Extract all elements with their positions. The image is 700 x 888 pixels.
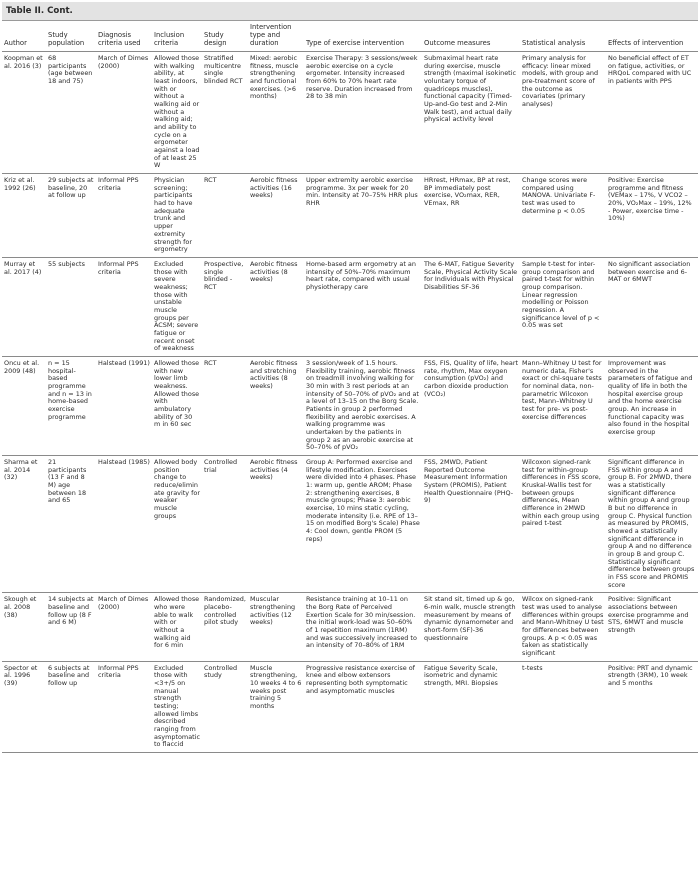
column-header-intervention: Intervention type and duration bbox=[248, 21, 304, 52]
design-cell: Prospective, single blinded - RCT bbox=[202, 257, 248, 356]
population-cell: 68 participants (age between 18 and 75) bbox=[46, 52, 96, 174]
population-cell: n = 15 hospital-based programme and n = 13 in home-based exercise programme bbox=[46, 356, 96, 455]
literature-table bbox=[2, 21, 698, 753]
population-cell: 14 subjects at baseline and follow up (8 F and 6 M) bbox=[46, 593, 96, 661]
author-cell: Murray et al. 2017 (4) bbox=[2, 257, 46, 356]
exercise-cell: Group A: Performed exercise and lifestyle modification. Exercises were divided into 4 phases. Phase 1: warm up, gentle AROM; Phase 2: strengthening exercises, 8 muscle groups; Phase 3: aerobic exercise, 10 mins static cycling, moderate intensity (i.e. RPE of 13–15 on modified Borg's Scale) Phase 4: Cool down, gentle PROM (5 reps) bbox=[304, 455, 422, 592]
table-row bbox=[2, 356, 698, 455]
exercise-cell: Home-based arm ergometry at an intensity of 50%–70% maximum heart rate, compared with usual physiotherapy care bbox=[304, 257, 422, 356]
table-row bbox=[2, 455, 698, 592]
column-header-diagnosis: Diagnosis criteria used bbox=[96, 21, 152, 52]
diagnosis-cell: Informal PPS criteria bbox=[96, 661, 152, 752]
population-cell: 6 subjects at baseline and follow up bbox=[46, 661, 96, 752]
table-row bbox=[2, 661, 698, 752]
effects-cell: Significant difference in FSS within group A and group B. For 2MWD, there was a statistically significant difference within group A and group B but no difference in group C. Physical function as measured by PROMIS, showed a statistically significant difference in group A and no difference in group B and group C. Statistically significant difference between groups in FSS score and PROMIS score bbox=[606, 455, 698, 592]
diagnosis-cell: Informal PPS criteria bbox=[96, 174, 152, 258]
exercise-cell: Progressive resistance exercise of knee and elbow extensors representing both symptomatic and asymptomatic muscles bbox=[304, 661, 422, 752]
column-header-exercise: Type of exercise intervention bbox=[304, 21, 422, 52]
author-cell: Skough et al. 2008 (38) bbox=[2, 593, 46, 661]
outcomes-cell: Submaximal heart rate during exercise, muscle strength (maximal isokinetic voluntary torque of quadriceps muscles), functional capacity (Timed-Up-and-Go test and 2-Min Walk test), and actual daily physical activity level bbox=[422, 52, 520, 174]
statistics-cell: Mann–Whitney U test for numeric data, Fisher's exact or chi-square tests for nominal data, non-parametric Wilcoxon test, Mann–Whitney U test for pre- vs post-exercise differences bbox=[520, 356, 606, 455]
author-cell: Spector et al. 1996 (39) bbox=[2, 661, 46, 752]
column-header-statistics: Statistical analysis bbox=[520, 21, 606, 52]
statistics-cell: Change scores were compared using MANOVA. Univariate F-test was used to determine p < 0.05 bbox=[520, 174, 606, 258]
column-header-inclusion: Inclusion criteria bbox=[152, 21, 202, 52]
effects-cell: No beneficial effect of ET on fatigue, activities, or HRQoL compared with UC in patients with PPS bbox=[606, 52, 698, 174]
outcomes-cell: FSS, FIS, Quality of life, heart rate, rhythm, Max oxygen consumption (pVO₂) and carbon dioxide production (VCO₂) bbox=[422, 356, 520, 455]
outcomes-cell: Fatigue Severity Scale, isometric and dynamic strength, MRI. Biopsies bbox=[422, 661, 520, 752]
statistics-cell: Primary analysis for efficacy: linear mixed models, with group and pre-treatment score of the outcome as covariates (primary analyses) bbox=[520, 52, 606, 174]
diagnosis-cell: Halstead (1991) bbox=[96, 356, 152, 455]
population-cell: 29 subjects at baseline, 20 at follow up bbox=[46, 174, 96, 258]
intervention-cell: Aerobic fitness activities (16 weeks) bbox=[248, 174, 304, 258]
effects-cell: Positive: PRT and dynamic strength (3RM), 10 week and 5 months bbox=[606, 661, 698, 752]
statistics-cell: Sample t-test for inter-group comparison and paired t-test for within group comparison. Linear regression modelling or Poisson regression. A significance level of p < 0.05 was set bbox=[520, 257, 606, 356]
population-cell: 55 subjects bbox=[46, 257, 96, 356]
effects-cell: Improvement was observed in the parameters of fatigue and quality of life in both the hospital exercise group and the home exercise group. An increase in functional capacity was also found in the hospital exercise group bbox=[606, 356, 698, 455]
design-cell: Controlled trial bbox=[202, 455, 248, 592]
design-cell: RCT bbox=[202, 174, 248, 258]
design-cell: RCT bbox=[202, 356, 248, 455]
table-row bbox=[2, 257, 698, 356]
diagnosis-cell: Halstead (1985) bbox=[96, 455, 152, 592]
inclusion-cell: Physician screening; participants had to have adequate trunk and upper extremity strength for ergometry bbox=[152, 174, 202, 258]
table-row bbox=[2, 174, 698, 258]
header-row bbox=[2, 21, 698, 52]
diagnosis-cell: March of Dimes (2000) bbox=[96, 52, 152, 174]
outcomes-cell: Sit stand sit, timed up & go, 6-min walk, muscle strength measurement by means of dynamic dynamometer and short-form (SF)-36 questionnaire bbox=[422, 593, 520, 661]
outcomes-cell: The 6-MAT, Fatigue Severity Scale, Physical Activity Scale for Individuals with Physical Disabilities SF-36 bbox=[422, 257, 520, 356]
diagnosis-cell: Informal PPS criteria bbox=[96, 257, 152, 356]
inclusion-cell: Excluded those with <3+/5 on manual strength testing; allowed limbs described ranging from asymptomatic to flaccid bbox=[152, 661, 202, 752]
intervention-cell: Muscular strengthening activities (12 weeks) bbox=[248, 593, 304, 661]
author-cell: Kriz et al. 1992 (26) bbox=[2, 174, 46, 258]
author-cell: Koopman et al. 2016 (3) bbox=[2, 52, 46, 174]
effects-cell: Positive: Significant associations between exercise programme and STS, 6MWT and muscle strength bbox=[606, 593, 698, 661]
outcomes-cell: HRrest, HRmax, BP at rest, BP immediately post exercise, VO₂max, RER, VEmax, RR bbox=[422, 174, 520, 258]
table-title: Table II. Cont. bbox=[2, 2, 698, 21]
exercise-cell: Exercise Therapy: 3 sessions/week aerobic exercise on a cycle ergometer. Intensity increased from 60% to 70% heart rate reserve. Duration increased from 28 to 38 min bbox=[304, 52, 422, 174]
exercise-cell: 3 session/week of 1.5 hours. Flexibility training, aerobic fitness on treadmill involving walking for 30 min with 3 rest periods at an intensity of 50–70% of pVO₂ and at a level of 13–15 on the Borg Scale. Patients in group 2 performed flexibility and aerobic exercises. A walking programme was undertaken by the patients in group 2 as an aerobic exercise at 50–70% of pVO₂ bbox=[304, 356, 422, 455]
statistics-cell: t-tests bbox=[520, 661, 606, 752]
intervention-cell: Aerobic fitness and stretching activities (8 weeks) bbox=[248, 356, 304, 455]
effects-cell: Positive: Exercise programme and fitness (VEMax – 17%, V VCO2 – 20%, VO₂Max – 19%, 12% - Power, exercise time - 10%) bbox=[606, 174, 698, 258]
inclusion-cell: Allowed body position change to reduce/eliminate gravity for weaker muscle groups bbox=[152, 455, 202, 592]
design-cell: Controlled study bbox=[202, 661, 248, 752]
design-cell: Randomized, placebo-controlled pilot study bbox=[202, 593, 248, 661]
table-row bbox=[2, 593, 698, 661]
inclusion-cell: Excluded those with severe weakness; those with unstable muscle groups per ACSM; severe fatigue or recent onset of weakness bbox=[152, 257, 202, 356]
column-header-author: Author bbox=[2, 21, 46, 52]
column-header-design: Study design bbox=[202, 21, 248, 52]
diagnosis-cell: March of Dimes (2000) bbox=[96, 593, 152, 661]
column-header-effects: Effects of intervention bbox=[606, 21, 698, 52]
statistics-cell: Wilcoxon signed-rank test for within-group differences in FSS score, Kruskal-Wallis test for between groups differences, Mean difference in 2MWD within each group using paired t-test bbox=[520, 455, 606, 592]
statistics-cell: Wilcox on signed-rank test was used to analyse differences within groups and Mann-Whitney U test for differences between groups. A p < 0.05 was taken as statistically significant bbox=[520, 593, 606, 661]
inclusion-cell: Allowed those with new lower limb weakness. Allowed those with ambulatory ability of 30 m in 60 sec bbox=[152, 356, 202, 455]
inclusion-cell: Allowed those who were able to walk with or without a walking aid for 6 min bbox=[152, 593, 202, 661]
exercise-cell: Resistance training at 10–11 on the Borg Rate of Perceived Exertion Scale for 30 min/session. the initial work-load was 50–60% of 1 repetition maximum (1RM) and was successively increased to an intensity of 70–80% of 1RM bbox=[304, 593, 422, 661]
intervention-cell: Aerobic fitness activities (8 weeks) bbox=[248, 257, 304, 356]
intervention-cell: Aerobic fitness activities (4 weeks) bbox=[248, 455, 304, 592]
exercise-cell: Upper extremity aerobic exercise programme. 3x per week for 20 min. Intensity at 70–75% HRR plus RHR bbox=[304, 174, 422, 258]
author-cell: Sharma et al. 2014 (32) bbox=[2, 455, 46, 592]
intervention-cell: Muscle strengthening, 10 weeks 4 to 6 weeks post training 5 months bbox=[248, 661, 304, 752]
column-header-population: Study population bbox=[46, 21, 96, 52]
outcomes-cell: FSS, 2MWD, Patient Reported Outcome Measurement Information System (PROMIS), Patient Health Questionnaire (PHQ-9) bbox=[422, 455, 520, 592]
column-header-outcomes: Outcome measures bbox=[422, 21, 520, 52]
effects-cell: No significant association between exercise and 6-MAT or 6MWT bbox=[606, 257, 698, 356]
population-cell: 21 participants (13 F and 8 M) age between 18 and 65 bbox=[46, 455, 96, 592]
inclusion-cell: Allowed those with walking ability, at least indoors, with or without a walking aid or without a walking aid; and ability to cycle on a ergometer against a load of at least 25 W bbox=[152, 52, 202, 174]
design-cell: Stratified multicentre single blinded RCT bbox=[202, 52, 248, 174]
table-row bbox=[2, 52, 698, 174]
author-cell: Oncu et al. 2009 (48) bbox=[2, 356, 46, 455]
intervention-cell: Mixed: aerobic fitness, muscle strengthening and functional exercises. (>6 months) bbox=[248, 52, 304, 174]
